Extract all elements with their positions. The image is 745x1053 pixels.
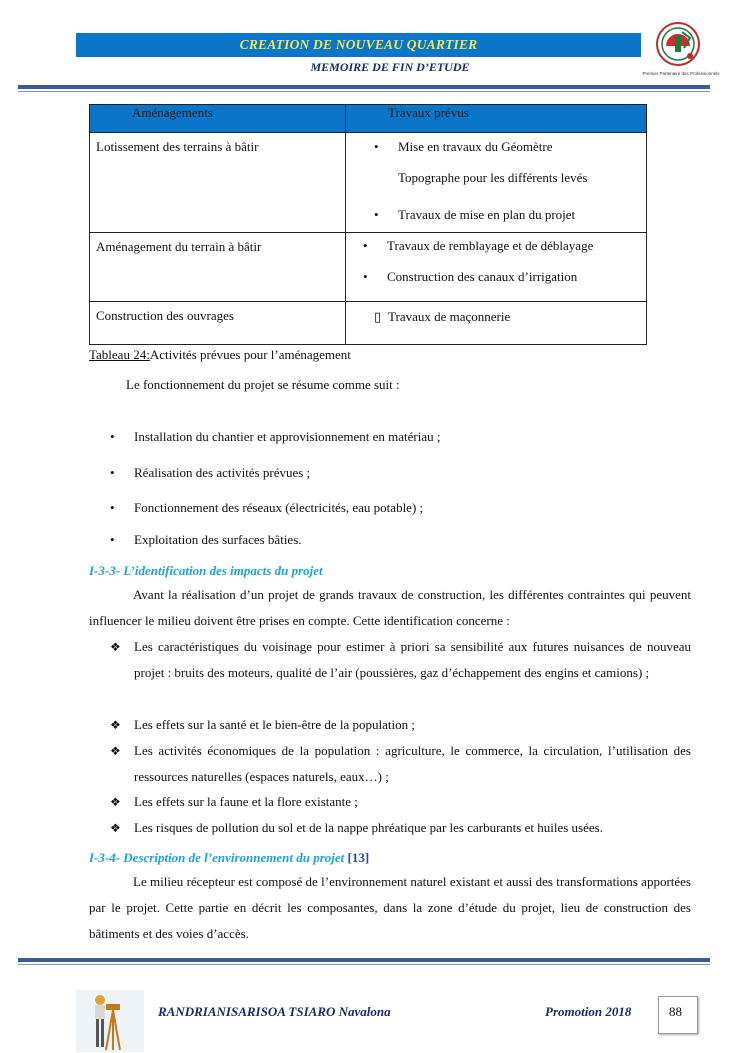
- header-subtitle: MEMOIRE DE FIN D’ETUDE: [310, 60, 470, 74]
- list-item: Fonctionnement des réseaux (électricités, eau potable) ;: [134, 500, 424, 515]
- diamond-bullet-icon: ❖: [110, 821, 121, 835]
- footer-rule: [18, 958, 710, 962]
- table-cell: [346, 302, 647, 345]
- section-heading: [89, 850, 369, 866]
- section-heading-text: I-3-4- Description de l’environnement du projet: [89, 850, 348, 865]
- table-row: [90, 233, 647, 302]
- table-cell: Aménagement du terrain à bâtir: [90, 233, 346, 302]
- bullet-icon: •: [374, 139, 379, 154]
- table-row: [90, 133, 647, 233]
- reference-tag: [13]: [347, 850, 370, 865]
- table-cell: [346, 133, 647, 233]
- caption-label: Tableau 24:: [89, 347, 150, 362]
- box-bullet-icon: ▯: [374, 309, 382, 324]
- table-header-cell: Travaux prévus: [346, 105, 647, 133]
- section-paragraph: Le milieu récepteur est composé de l’environnement naturel existant et aussi des transformations apportées par le projet. Cette partie en décrit les composantes, dans la zone d’étude du projet, lieu de construction des bâtiments et des voies d’accès.: [89, 874, 691, 941]
- page-number: 88: [669, 1004, 682, 1019]
- diamond-bullet-icon: ❖: [110, 718, 121, 732]
- table-header-cell: Aménagements: [90, 105, 346, 133]
- footer-author: RANDRIANISARISOA TSIARO Navalona: [158, 1004, 391, 1019]
- header-rule-thin: [18, 91, 710, 92]
- table-cell: [346, 233, 647, 302]
- bullet-icon: •: [110, 465, 115, 480]
- bullet-icon: •: [363, 238, 368, 253]
- list-item: Construction des canaux d’irrigation: [387, 269, 578, 284]
- list-item: Les caractéristiques du voisinage pour estimer à priori sa sensibilité aux futures nuisances de nouveau projet : bruits des moteurs, qualité de l’air (poussières, gaz d’échappement des engins et camions) ;: [134, 639, 691, 680]
- diamond-bullet-icon: ❖: [110, 795, 121, 809]
- section-heading: I-3-3- L’identification des impacts du projet: [89, 563, 323, 578]
- table-header-row: [90, 105, 647, 133]
- diamond-bullet-icon: ❖: [110, 744, 121, 758]
- list-item: Topographe pour les différents levés: [398, 170, 588, 185]
- table-caption: [89, 342, 351, 368]
- list-item: Les risques de pollution du sol et de la nappe phréatique par les carburants et huiles usées.: [134, 820, 603, 835]
- table-row: [90, 302, 647, 345]
- list-item: Travaux de remblayage et de déblayage: [387, 238, 594, 253]
- diamond-bullet-icon: ❖: [110, 640, 121, 654]
- bullet-icon: •: [110, 429, 115, 444]
- list-item: Travaux de mise en plan du projet: [398, 207, 576, 222]
- table-cell: Construction des ouvrages: [90, 302, 346, 345]
- footer-rule-thin: [18, 964, 710, 965]
- list-item: Les effets sur la santé et le bien-être de la population ;: [134, 717, 415, 732]
- intro-text: Le fonctionnement du projet se résume comme suit :: [126, 377, 400, 392]
- list-item: Mise en travaux du Géomètre: [398, 139, 553, 154]
- footer-promotion: Promotion 2018: [545, 1004, 632, 1019]
- bullet-icon: •: [363, 269, 368, 284]
- list-item: Réalisation des activités prévues ;: [134, 465, 311, 480]
- header-title: CREATION DE NOUVEAU QUARTIER: [239, 37, 478, 52]
- list-item: Travaux de maçonnerie: [388, 309, 511, 324]
- school-logo-icon: [642, 18, 722, 78]
- section-paragraph: Avant la réalisation d’un projet de grands travaux de construction, les différentes contraintes qui peuvent influencer le milieu doivent être prises en compte. Cette identification concerne :: [89, 587, 691, 628]
- table-cell: Lotissement des terrains à bâtir: [90, 133, 346, 233]
- surveyor-icon: [76, 990, 144, 1052]
- list-item: Exploitation des surfaces bâties.: [134, 532, 302, 547]
- list-item: Les effets sur la faune et la flore existante ;: [134, 794, 358, 809]
- logo-caption: Premier Partenaire des Professionnels: [642, 71, 720, 76]
- bullet-icon: •: [374, 207, 379, 222]
- caption-text: Activités prévues pour l’aménagement: [149, 347, 351, 362]
- header-rule: [18, 85, 710, 89]
- planned-works-table: [89, 104, 647, 345]
- bullet-icon: •: [110, 532, 115, 547]
- list-item: Les activités économiques de la population : agriculture, le commerce, la circulation, l’utilisation des ressources naturelles (espaces naturels, eaux…) ;: [134, 743, 691, 784]
- bullet-icon: •: [110, 500, 115, 515]
- list-item: Installation du chantier et approvisionnement en matériau ;: [134, 429, 441, 444]
